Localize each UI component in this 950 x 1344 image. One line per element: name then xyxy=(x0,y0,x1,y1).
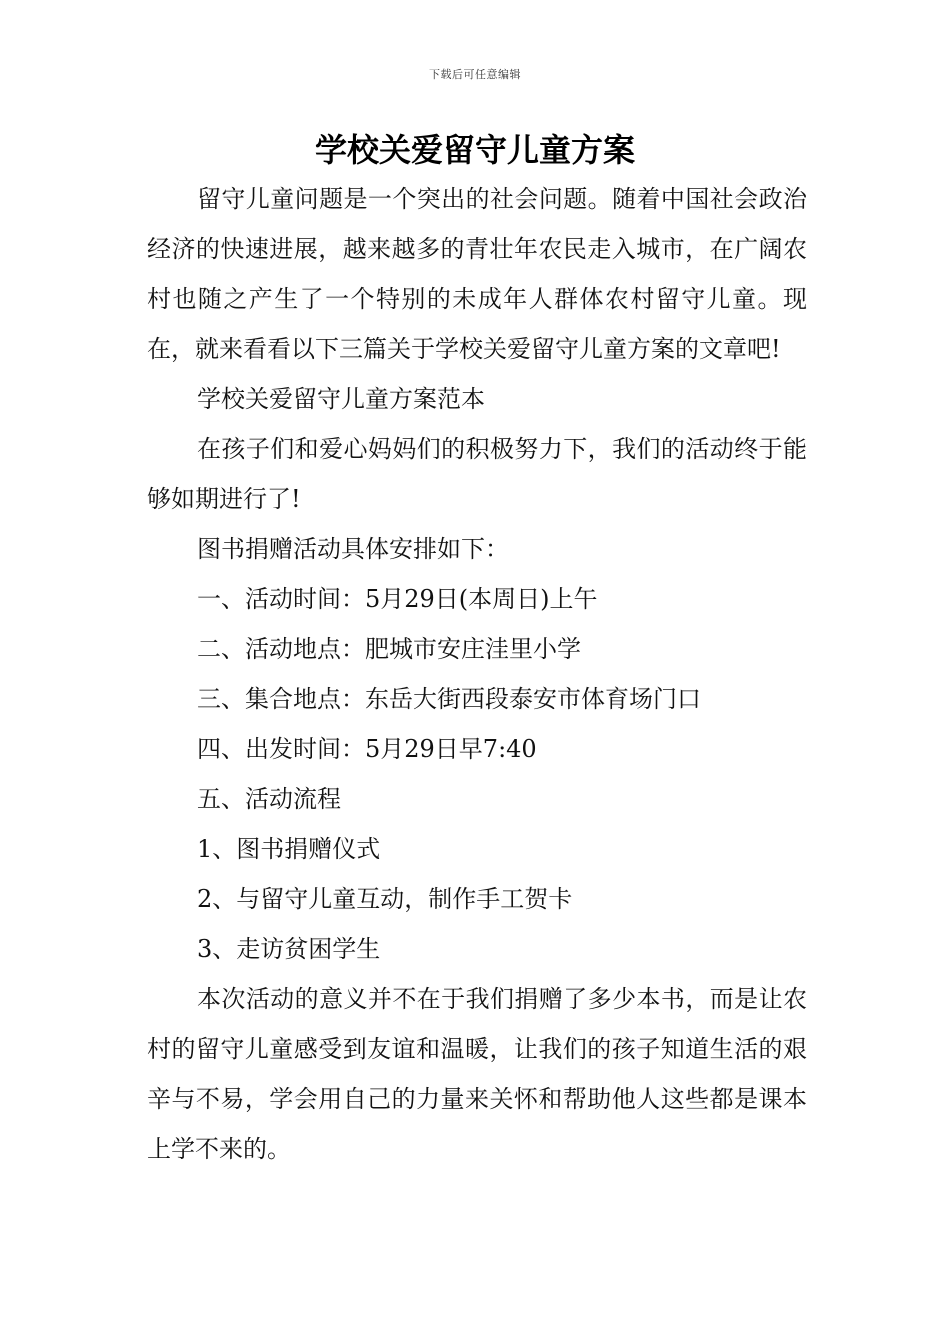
document-body xyxy=(147,174,807,1174)
list-item-location: 二、活动地点：肥城市安庄洼里小学 xyxy=(197,635,581,663)
body-paragraph: 在孩子们和爱心妈妈们的积极努力下，我们的活动终于能够如期进行了! xyxy=(147,435,807,513)
closing-paragraph: 本次活动的意义并不在于我们捐赠了多少本书，而是让农村的留守儿童感受到友谊和温暖，让我们的孩子知道生活的艰辛与不易，学会用自己的力量来关怀和帮助他人这些都是课本上学不来的。 xyxy=(147,985,807,1163)
arrangement-intro: 图书捐赠活动具体安排如下： xyxy=(197,535,509,563)
section-heading: 学校关爱留守儿童方案范本 xyxy=(197,385,485,413)
header-note: 下载后可任意编辑 xyxy=(429,68,521,81)
intro-paragraph: 留守儿童问题是一个突出的社会问题。随着中国社会政治经济的快速进展，越来越多的青壮年农民走入城市，在广阔农村也随之产生了一个特别的未成年人群体农村留守儿童。现在，就来看看以下三篇关于学校关爱留守儿童方案的文章吧! xyxy=(147,185,807,363)
list-item-process: 五、活动流程 xyxy=(197,785,341,813)
process-step-2: 2、与留守儿童互动，制作手工贺卡 xyxy=(197,885,573,913)
list-item-meeting-point: 三、集合地点：东岳大街西段泰安市体育场门口 xyxy=(197,685,701,713)
list-item-departure: 四、出发时间：5月29日早7:40 xyxy=(197,735,537,763)
process-step-1: 1、图书捐赠仪式 xyxy=(197,835,381,863)
document-title: 学校关爱留守儿童方案 xyxy=(314,131,635,169)
process-step-3: 3、走访贫困学生 xyxy=(197,935,381,963)
list-item-time: 一、活动时间：5月29日(本周日)上午 xyxy=(197,585,598,613)
